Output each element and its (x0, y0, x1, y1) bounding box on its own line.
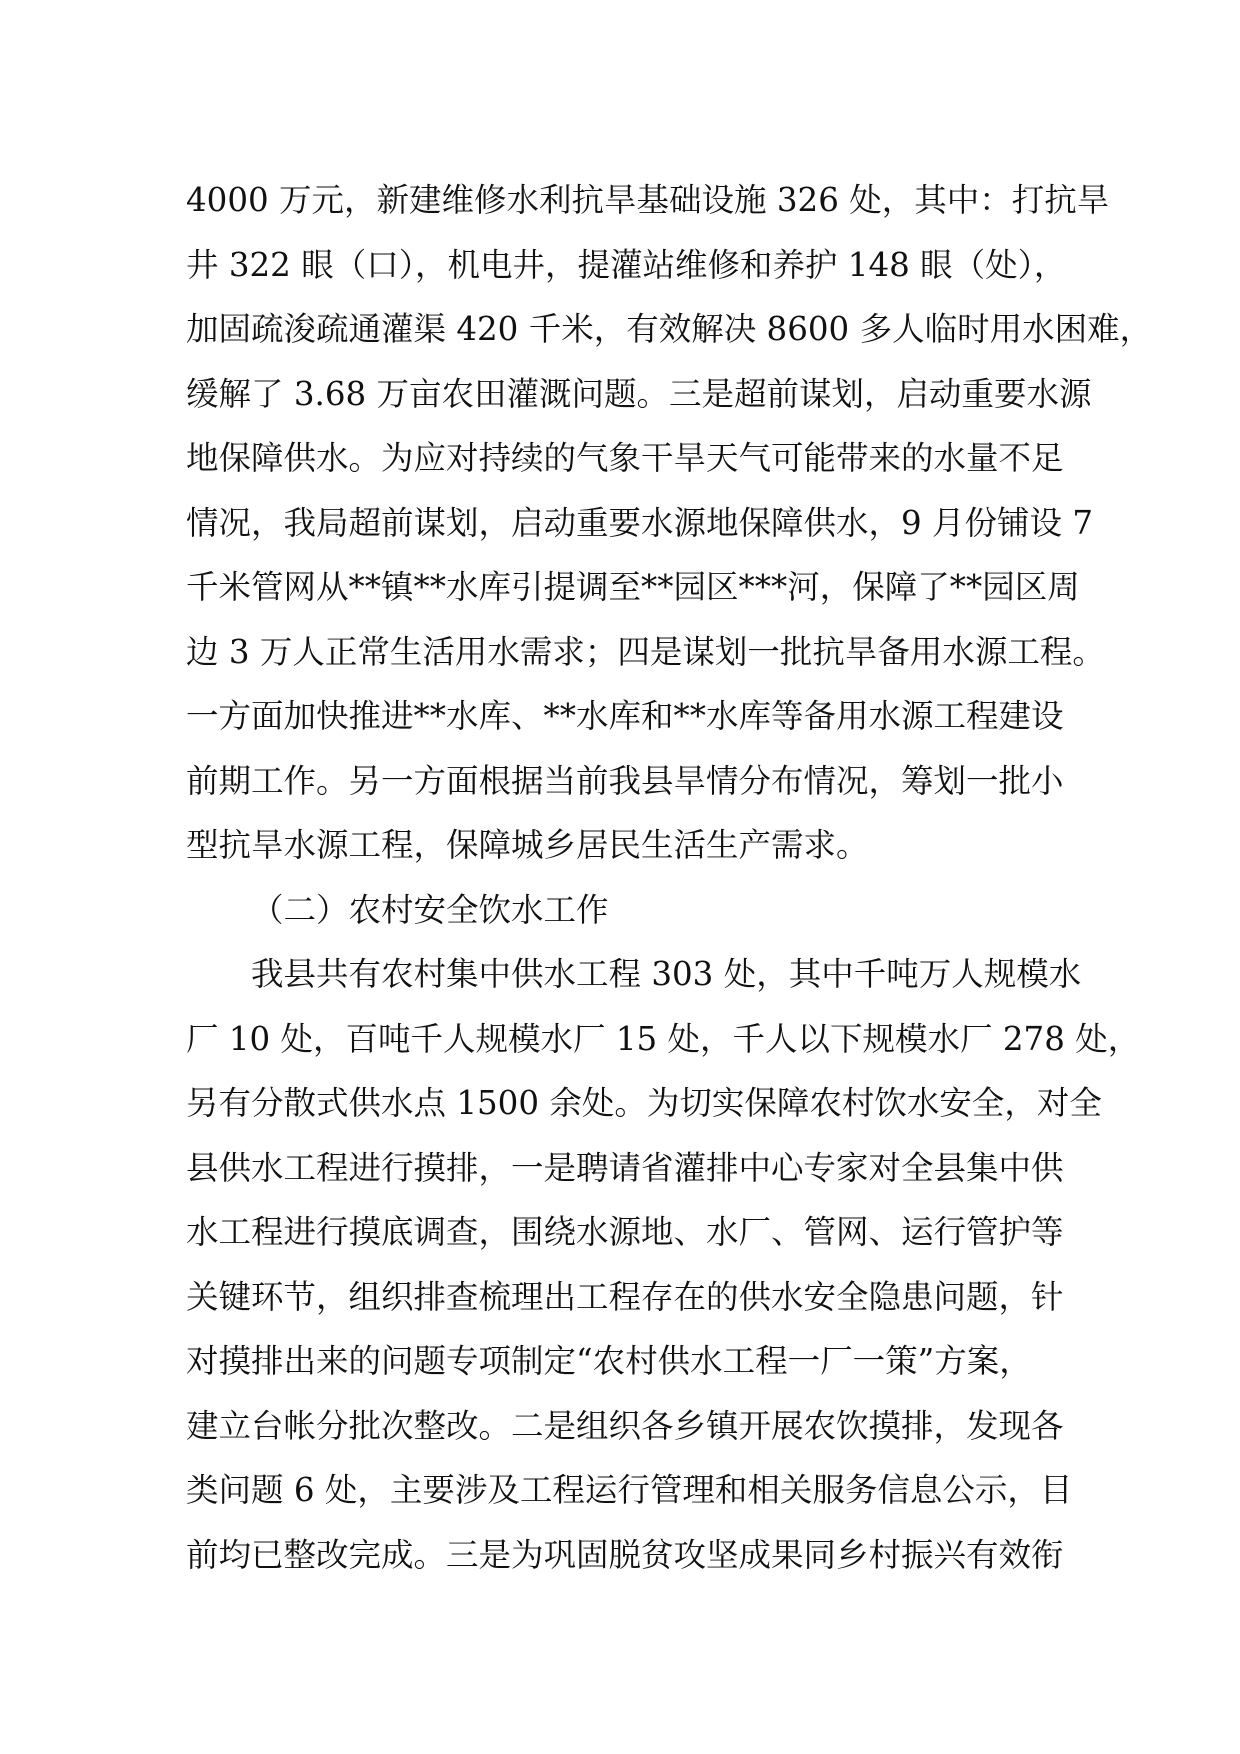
text-line: 县供水工程进行摸排，一是聘请省灌排中心专家对全县集中供 (186, 1148, 1064, 1187)
text-line: 对摸排出来的问题专项制定“农村供水工程一厂一策”方案， (186, 1342, 1032, 1380)
text-line: 千米管网从**镇**水库引提调至**园区***河，保障了**园区周 (186, 568, 1080, 606)
text-line: 前均已整改完成。三是为巩固脱贫攻坚成果同乡村振兴有效衔 (186, 1535, 1064, 1574)
text-line: 井 322 眼（口），机电井，提灌站维修和养护 148 眼（处）， (186, 245, 1067, 284)
text-line: 型抗旱水源工程，保障城乡居民生活生产需求。 (186, 826, 869, 864)
text-line: 情况，我局超前谋划，启动重要水源地保障供水，9 月份铺设 7 (186, 503, 1094, 542)
text-line: 关键环节，组织排查梳理出工程存在的供水安全隐患问题，针 (186, 1277, 1064, 1316)
text-line: 一方面加快推进**水库、**水库和**水库等备用水源工程建设 (186, 697, 1064, 735)
text-line: 水工程进行摸底调查，围绕水源地、水厂、管网、运行管护等 (186, 1213, 1064, 1251)
text-line: 4000 万元，新建维修水利抗旱基础设施 326 处，其中：打抗旱 (186, 181, 1110, 219)
text-line: 加固疏浚疏通灌渠 420 千米，有效解决 8600 多人临时用水困难， (186, 310, 1153, 348)
text-line: 前期工作。另一方面根据当前我县旱情分布情况，筹划一批小 (186, 761, 1064, 800)
text-line: 边 3 万人正常生活用水需求；四是谋划一批抗旱备用水源工程。 (186, 632, 1105, 671)
text-line: 建立台帐分批次整改。二是组织各乡镇开展农饮摸排，发现各 (186, 1406, 1064, 1445)
text-line: 地保障供水。为应对持续的气象干旱天气可能带来的水量不足 (186, 439, 1064, 477)
paragraph-water-drought (186, 168, 1153, 878)
paragraph-rural-drinking-water (186, 942, 1141, 1587)
text-line: 另有分散式供水点 1500 余处。为切实保障农村饮水安全，对全 (186, 1084, 1102, 1122)
text-line: 厂 10 处，百吨千人规模水厂 15 处，千人以下规模水厂 278 处， (186, 1019, 1141, 1058)
section-heading: （二）农村安全饮水工作 (251, 890, 609, 929)
text-line: 我县共有农村集中供水工程 303 处，其中千吨万人规模水 (251, 955, 1082, 993)
text-line: 类问题 6 处，主要涉及工程运行管理和相关服务信息公示，目 (186, 1471, 1073, 1509)
document-body (186, 168, 1153, 1587)
text-line: 缓解了 3.68 万亩农田灌溉问题。三是超前谋划，启动重要水源 (186, 374, 1092, 413)
